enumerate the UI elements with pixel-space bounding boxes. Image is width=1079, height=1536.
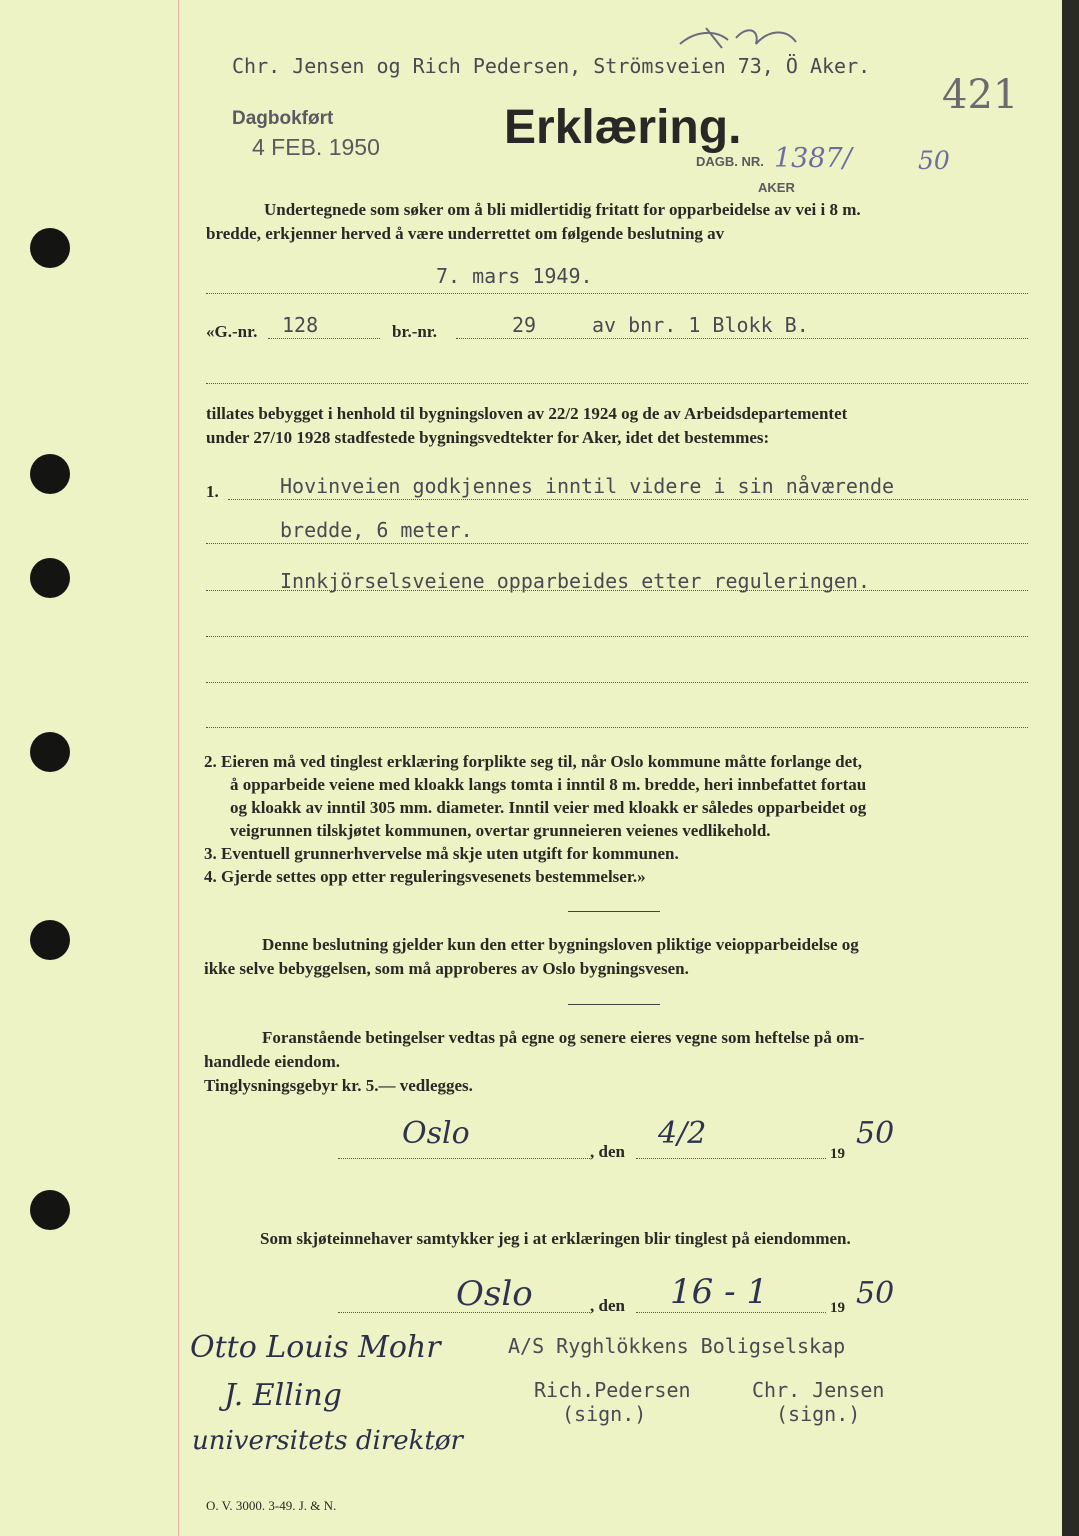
decision-date: 7. mars 1949. [436, 264, 593, 288]
condition-line: og kloakk av inntil 305 mm. diameter. Inntil veier med kloakk er således opparbeidet og [230, 798, 867, 817]
signer-1-name: Rich.Pedersen [534, 1378, 691, 1402]
obligation-line-1: Foranstående betingelser vedtas på egne og senere eieres vegne som heftelse på om- [262, 1028, 865, 1047]
dotted-line [206, 590, 1028, 591]
punch-hole [30, 454, 70, 494]
dagb-value: 1387/ [774, 143, 852, 174]
bnr-extra: av bnr. 1 Blokk B. [592, 313, 809, 337]
condition-line: veigrunnen tilskjøtet kommunen, overtar grunneieren veienes vedlikehold. [230, 821, 771, 840]
punch-hole [30, 558, 70, 598]
signature-2-date: 16 - 1 [670, 1272, 768, 1312]
condition-line: 3. Eventuell grunnerhvervelse må skje uten utgift for kommunen. [204, 844, 679, 863]
dagb-year: 50 [918, 146, 950, 175]
signer-1-sign: (sign.) [562, 1402, 647, 1426]
punch-hole [30, 1190, 70, 1230]
note-line-1: Denne beslutning gjelder kun den etter bygningsloven pliktige veiopparbeidelse og [262, 935, 859, 954]
punch-hole [30, 228, 70, 268]
condition-line: å opparbeide veiene med kloakk langs tomta i inntil 8 m. bredde, heri innbefattet fortau [230, 775, 867, 794]
signature-1-year: 50 [856, 1116, 895, 1151]
signature-1-date: 4/2 [658, 1116, 707, 1151]
gnr-label: «G.-nr. [206, 322, 258, 341]
condition-1-number: 1. [206, 482, 219, 501]
page-number: 421 [942, 72, 1019, 118]
condition-1-line-3: Innkjörselsveiene opparbeides etter reguleringen. [280, 569, 871, 593]
conditions-block [204, 750, 1028, 888]
header-scribble [676, 22, 826, 52]
bnr-label: br.-nr. [392, 322, 438, 341]
dotted-line [206, 383, 1028, 384]
obligation-line-3: Tinglysningsgebyr kr. 5.— vedlegges. [204, 1076, 473, 1095]
dotted-line [268, 338, 380, 339]
company-name: A/S Ryghlökkens Boligselskap [508, 1334, 846, 1358]
permit-line-2: under 27/10 1928 stadfestede bygningsvedtekter for Aker, idet det bestemmes: [206, 428, 770, 447]
aker-label: AKER [758, 180, 795, 195]
applicants-line: Chr. Jensen og Rich Pedersen, Strömsveien 73, Ö Aker. [232, 54, 871, 78]
bnr-value: 29 [512, 313, 537, 337]
separator-rule [568, 1004, 660, 1005]
stamp-dagbokfort: Dagbokført [232, 108, 334, 129]
stamp-date: 4 FEB. 1950 [252, 134, 380, 160]
dotted-line [206, 682, 1028, 683]
dotted-line [206, 636, 1028, 637]
condition-1-line-1: Hovinveien godkjennes inntil videre i sin nåværende [280, 474, 895, 498]
signer-2-name: Chr. Jensen [752, 1378, 885, 1402]
permit-line-1: tillates bebygget i henhold til bygningsloven av 22/2 1924 og de av Arbeidsdepartementet [206, 404, 848, 423]
signer-2-sign: (sign.) [776, 1402, 861, 1426]
signature-2-place: Oslo [456, 1274, 533, 1314]
signature-2-year: 50 [856, 1276, 895, 1311]
punch-hole [30, 732, 70, 772]
dotted-line [206, 293, 1028, 294]
condition-line: 2. Eieren må ved tinglest erklæring forplikte seg til, når Oslo kommune måtte forlange det, [204, 752, 863, 771]
form-footer: O. V. 3000. 3-49. J. & N. [206, 1498, 337, 1513]
signature-1-den: , den [590, 1142, 625, 1161]
dotted-line [206, 543, 1028, 544]
signature-1-place: Oslo [402, 1116, 470, 1151]
signature-2-den: , den [590, 1296, 625, 1315]
margin-line [178, 0, 179, 1536]
dotted-line [228, 499, 1028, 500]
handwritten-signature-1: Otto Louis Mohr [190, 1330, 441, 1365]
condition-1-line-2: bredde, 6 meter. [280, 518, 473, 542]
dotted-line [338, 1158, 590, 1159]
dotted-line [636, 1312, 826, 1313]
dotted-line [206, 727, 1028, 728]
signature-2-year-prefix: 19 [830, 1300, 845, 1316]
gnr-value: 128 [282, 313, 319, 337]
handwritten-signature-2: J. Elling [224, 1378, 342, 1413]
intro-line-1: Undertegnede som søker om å bli midlertidig fritatt for opparbeidelse av vei i 8 m. [264, 200, 861, 219]
consent-line: Som skjøteinnehaver samtykker jeg i at erklæringen blir tinglest på eiendommen. [260, 1229, 851, 1248]
dagb-label: DAGB. NR. [696, 154, 764, 169]
handwritten-signature-3: universitets direktør [192, 1426, 463, 1456]
note-line-2: ikke selve bebyggelsen, som må approberes av Oslo bygningsvesen. [204, 959, 689, 978]
dotted-line [338, 1312, 590, 1313]
intro-line-2: bredde, erkjenner herved å være underrettet om følgende beslutning av [206, 224, 725, 243]
separator-rule [568, 911, 660, 912]
punch-hole [30, 920, 70, 960]
dotted-line [636, 1158, 826, 1159]
signature-1-year-prefix: 19 [830, 1146, 845, 1162]
condition-line: 4. Gjerde settes opp etter reguleringsvesenets bestemmelser.» [204, 867, 646, 886]
document-title: Erklæring. [504, 101, 742, 154]
dotted-line [456, 338, 1028, 339]
obligation-line-2: handlede eiendom. [204, 1052, 341, 1071]
